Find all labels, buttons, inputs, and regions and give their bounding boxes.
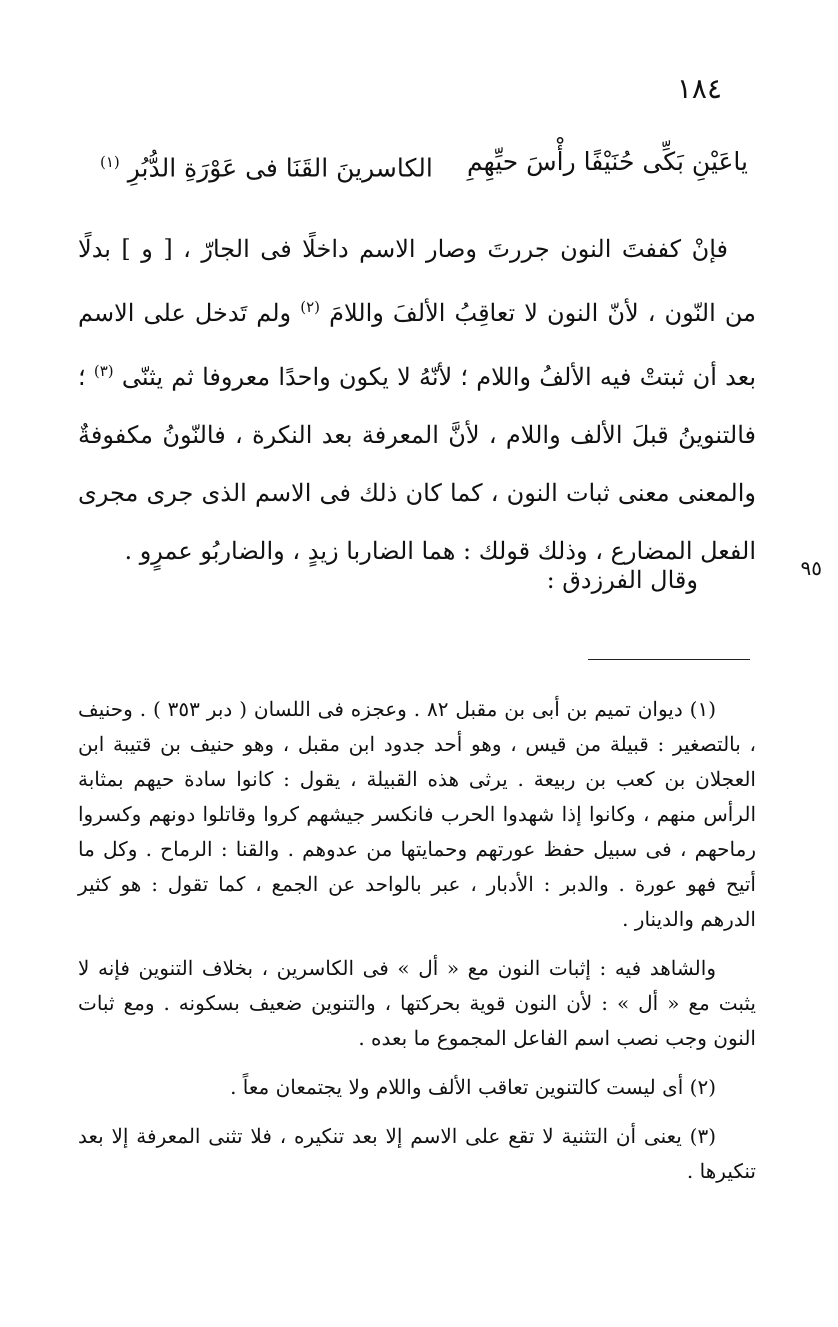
poet-attribution: وقال الفرزدق : [546, 566, 698, 594]
footnote-2: (٢) أى ليست كالتنوين تعاقب الألف واللام ولا يجتمعان معاً . [230, 1075, 716, 1099]
main-text-part-a: فإنْ كففتَ النون جررتَ وصار الاسم داخلًا فى الجارّ ، [ و ] بدلًا من النّون ، لأنّ النون لا تعاقِبُ الألفَ واللامَ [78, 235, 756, 327]
verse-first-hemistich [467, 142, 748, 188]
footnote-marker-2: (٢) [300, 298, 320, 316]
footnotes [78, 692, 756, 1189]
footnote-1-continued: والشاهد فيه : إثبات النون مع « أل » فى الكاسرين ، بخلاف التنوين فإنه لا يثبت مع « أل » : لأن النون قوية بحركتها ، والتنوين ضعيف بسكونه . ومع ثبات النون وجب نصب اسم الفاعل المجموع ما بعده . [78, 956, 756, 1050]
page-number: ١٨٤ [676, 72, 722, 105]
main-text-part-c: ؛ فالتنوينُ قبلَ الألف واللام ، لأنَّ المعرفة بعد النكرة ، فالنّونُ مكفوفةٌ والمعنى معنى ثبات النون ، كما كان ذلك فى الاسم الذى جرى مجرى الفعل المضارع ، وذلك قولك : هما الضاربا زيدٍ ، والضاربُو عمرٍو . [78, 363, 756, 565]
footnote-marker-3: (٣) [93, 362, 114, 380]
verse-first-hemistich-text: ياعَيْنِ بَكِّى حُنَيْفًا رأْسَ حيِّهِمِ [467, 147, 748, 176]
footnote-1: (١) ديوان تميم بن أبى بن مقبل ٨٢ . وعجزه فى اللسان ( دبر ٣٥٣ ) . وحنيف ، بالتصغير : قبيلة من قيس ، وهو أحد جدود ابن مقبل ، وهو حنيف بن قتيبة ابن العجلان بن كعب بن ربيعة . يرثى هذه القبيلة ، يقول : كانوا سادة حيهم بمثابة الرأس منهم ، وكانوا إذا شهدوا الحرب فانكسر جيشهم كروا وقاتلوا دونهم وكسروا رماحهم ، فى سبيل حفظ عورتهم وحمايتها من عدوهم . والقنا : الرماح . وكل ما أتيح فهو عورة . والدبر : الأدبار ، عبر بالواحد عن الجمع ، كما تقول : هو كثير الدرهم والدينار . [78, 697, 756, 931]
footnote-3: (٣) يعنى أن التثنية لا تقع على الاسم إلا بعد تنكيره ، فلا تثنى المعرفة إلا بعد تنكيرها . [78, 1124, 756, 1183]
margin-number: ٩٥ [800, 556, 822, 580]
verse-second-hemistich-text: الكاسرينَ القَنَا فى عَوْرَةِ الدُّبُرِ [127, 153, 433, 183]
verse-second-hemistich [100, 142, 433, 188]
main-text-part-b: ولم تَدخل على الاسم بعد أن ثبتتْ فيه الألفُ واللام ؛ لأنّهُ لا يكون واحدًا معروفا ثم يثنّى [78, 299, 756, 391]
main-paragraph [78, 220, 756, 580]
verse-line [100, 142, 748, 188]
main-text [78, 220, 756, 580]
footnote-marker-1: (١) [100, 153, 120, 171]
footnote-separator [588, 659, 750, 660]
